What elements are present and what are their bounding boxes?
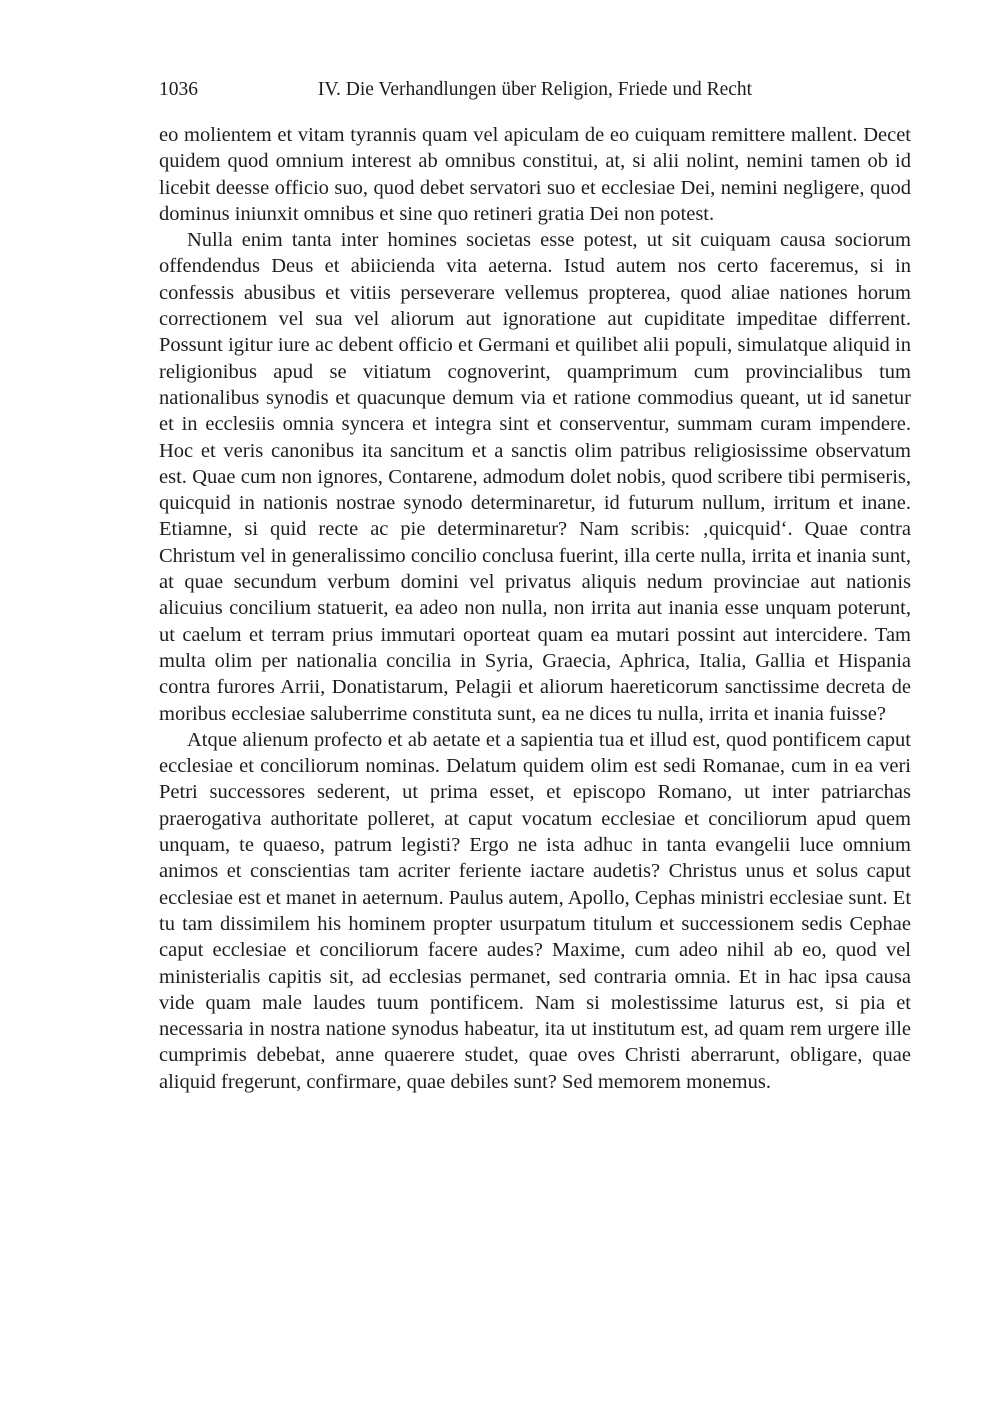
page-number: 1036 bbox=[159, 79, 198, 100]
body-paragraph: Atque alienum profecto et ab aetate et a sapientia tua et illud est, quod pontificem caput ecclesiae et conciliorum nominas. Delatum quidem olim est sedi Romanae, cum in ea veri Petri successores sederent, ut prima esset, et episcopo Romano, ut inter patriarchas praerogativa authoritate polleret, at caput vocatum ecclesiae et conciliorum apud quem unquam, te quaeso, patrum legisti? Ergo ne ista adhuc in tanta evangelii luce omnium animos et conscientias tam acriter feriente iactare audetis? Christus unus et solus caput ecclesiae est et manet in aeternum. Paulus autem, Apollo, Cephas ministri ecclesiae sunt. Et tu tam dissimilem his hominem propter usurpatum titulum et successionem sedis Cephae caput ecclesiae et conciliorum facere audes? Maxime, cum adeo nihil ab eo, quod vel ministerialis capitis sit, ad ecclesias permanet, sed contraria omnia. Et in hac ipsa causa vide quam male laudes tuum pontificem. Nam si molestissime laturus est, si pia et necessaria in nostra natione synodus habeatur, ita ut institutum est, ad quam rem urgere ille cumprimis debebat, anne quaerere studet, quae oves Christi aberrarunt, obligare, quae aliquid fregerunt, confirmare, quae debiles sunt? Sed memorem monemus. bbox=[159, 728, 912, 1093]
running-header-title: IV. Die Verhandlungen über Religion, Friede und Recht bbox=[317, 79, 753, 100]
text-column bbox=[159, 78, 911, 1095]
body-paragraph: eo molientem et vitam tyrannis quam vel apiculam de eo cuiquam remittere mallent. Decet quidem quod omnium interest ab omnibus constitui, at, si alii nolint, nemini tamen ob id licebit deesse officio suo, quod debet servatori suo et ecclesiae Dei, nemini negligere, quod dominus iniunxit omnibus et sine quo retineri gratia Dei non potest. bbox=[159, 124, 911, 225]
page-body bbox=[159, 122, 911, 1095]
body-paragraph: Nulla enim tanta inter homines societas esse potest, ut sit cuiquam causa sociorum offendendus Deus et abiicienda vita aeterna. Istud autem nos certo faceremus, si in confessis abusibus et vitiis perseverare vellemus propterea, quod aliae nationes horum correctionem vel sua vel aliorum aut ignoratione aut cupiditate impeditae differrent. Possunt igitur iure ac debent officio et Germani et quilibet alii populi, simulatque aliquid in religionibus apud se vitiatum cognoverint, quamprimum cum provincialibus tum nationalibus synodis et quacunque demum via et ratione commodius queant, ut id sanetur et in ecclesiis omnia syncera et integra sint et conserventur, summam curam impendere. Hoc et veris canonibus ita sancitum et a sanctis olim patribus religiosissime observatum est. Quae cum non ignores, Contarene, admodum dolet nobis, quod scribere tibi permiseris, quicquid in nationis nostrae synodo determinaretur, id futurum nullum, irritum et inane. Etiamne, si quid recte ac pie determinaretur? Nam scribis: ‚quicquid‘. Quae contra Christum vel in generalissimo concilio conclusa fuerint, illa certe nulla, irrita et inania sunt, at quae secundum verbum domini vel privatus aliquis nedum provinciae aut nationis alicuius concilium statuerit, ea adeo non nulla, non irrita aut inania esse unquam poterunt, ut caelum et terram prius immutari oporteat quam ea mutari possint aut intercidere. Tam multa olim per nationalia concilia in Syria, Graecia, Aphrica, Italia, Gallia et Hispania contra furores Arrii, Donatistarum, Pelagii et aliorum haereticorum sanctissime decreta de moribus ecclesiae saluberrime constituta sunt, ea ne dices tu nulla, irrita et inania fuisse? bbox=[159, 229, 911, 725]
running-header bbox=[159, 78, 911, 102]
